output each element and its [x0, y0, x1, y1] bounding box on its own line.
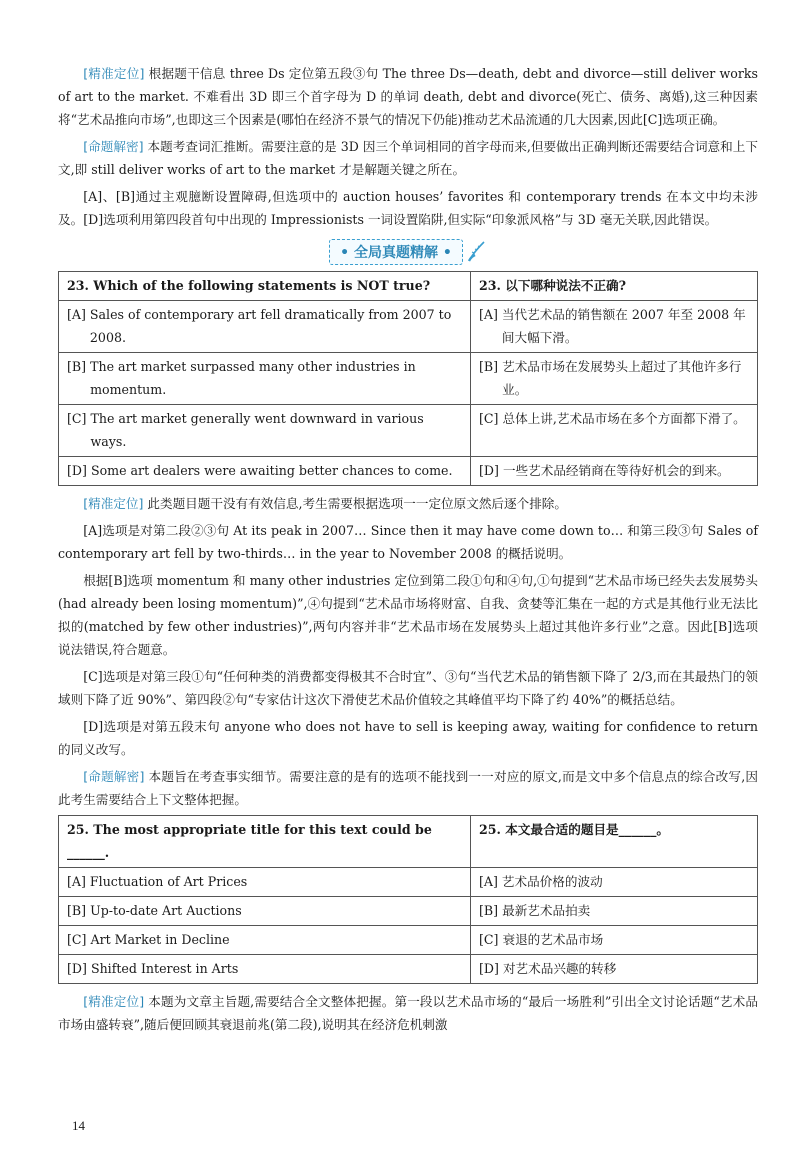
option-label: [D]: [67, 961, 87, 976]
paragraph: [精准定位] 本题为文章主旨题,需要结合全文整体把握。第一段以艺术品市场的“最后一场胜利”引出全文讨论话题“艺术品市场由盛转衰”,随后便回顾其衰退前兆(第二段),说明其在经济危机刺激: [58, 994, 759, 1032]
option-label: [C]: [67, 411, 87, 426]
paragraph: [A]选项是对第二段②③句 At its peak in 2007… Since then it may have come down to… 和第三段③句 Sales of contemporary art fell by two-thirds… in the year to November 2008 的概括说明。: [58, 523, 758, 561]
option-text: Shifted Interest in Arts: [90, 961, 239, 976]
section-banner: [58, 239, 758, 265]
option-text: 对艺术品兴趣的转移: [502, 961, 617, 976]
option-label: [B]: [479, 359, 499, 374]
table-row: [59, 353, 758, 405]
page-number: 14: [72, 1118, 85, 1133]
option-label: [A]: [67, 874, 86, 889]
section-tag: [精准定位]: [83, 994, 145, 1009]
option-label: [D]: [479, 463, 499, 478]
option-label: [C]: [479, 411, 499, 426]
option-label: [A]: [67, 307, 86, 322]
paragraph: [C]选项是对第三段①句“任何种类的消费都变得极其不合时宜”、③句“当代艺术品的销售额下降了 2/3,而在其最热门的领域则下降了近 90%”、第四段②句“专家估计这次下滑使艺术品价值较之其峰值平均下降了约 40%”的概括总结。: [58, 669, 758, 707]
option-label: [D]: [67, 463, 87, 478]
paragraph: [精准定位] 此类题目题干没有有效信息,考生需要根据选项一一定位原文然后逐个排除。: [83, 496, 567, 511]
option-text: Sales of contemporary art fell dramatically from 2007 to 2008.: [89, 307, 452, 345]
section-tag: [精准定位]: [83, 66, 145, 81]
table-row: [59, 272, 758, 301]
option-label: [C]: [67, 932, 87, 947]
option-text: 艺术品市场在发展势头上超过了其他许多行业。: [502, 359, 742, 397]
paragraph: [D]选项是对第五段末句 anyone who does not have to sell is keeping away, waiting for confidence to return 的同义改写。: [58, 719, 758, 757]
table-row: [59, 457, 758, 486]
table-row: [59, 816, 758, 868]
table-row: [59, 868, 758, 897]
section-tag: [精准定位]: [83, 496, 144, 511]
option-text: 总体上讲,艺术品市场在多个方面都下滑了。: [502, 411, 746, 426]
table-row: [59, 301, 758, 353]
table-row: [59, 926, 758, 955]
option-text: Up-to-date Art Auctions: [90, 903, 242, 918]
option-text: 最新艺术品拍卖: [502, 903, 591, 918]
table-row: [59, 405, 758, 457]
question-en: 23. Which of the following statements is NOT true?: [59, 272, 471, 301]
option-text: 艺术品价格的波动: [501, 874, 603, 889]
option-label: [B]: [67, 903, 87, 918]
option-text: 衰退的艺术品市场: [502, 932, 604, 947]
option-text: 一些艺术品经销商在等待好机会的到来。: [502, 463, 730, 478]
option-text: Art Market in Decline: [90, 932, 230, 947]
paragraph: 根据[B]选项 momentum 和 many other industries 定位到第二段①句和④句,①句提到“艺术品市场已经失去发展势头(had already been losing momentum)”,④句提到“艺术品市场将财富、自我、贪婪等汇集在一起的方式是其他行业无法比拟的(matched by few other industries)”,两句内容并非“艺术品市场在发展势头上超过其他许多行业”之意。因此[B]选项说法错误,符合题意。: [58, 573, 758, 657]
paragraph: [命题解密] 本题考查词汇推断。需要注意的是 3D 因三个单词相同的首字母而来,但要做出正确判断还需要结合词意和上下文,即 still deliver works of art to the market 才是解题关键之所在。: [58, 139, 758, 177]
option-label: [A]: [479, 307, 498, 322]
option-text: The art market surpassed many other industries in momentum.: [90, 359, 416, 397]
table-row: [59, 897, 758, 926]
option-label: [B]: [67, 359, 87, 374]
table-row: [59, 955, 758, 984]
option-text: Fluctuation of Art Prices: [89, 874, 248, 889]
section-tag: [命题解密]: [83, 139, 144, 154]
banner-title: • 全局真题精解 •: [329, 239, 463, 265]
option-label: [A]: [479, 874, 498, 889]
question-cn: 23. 以下哪种说法不正确?: [471, 272, 758, 301]
question-25-table: [58, 815, 758, 984]
brush-icon: [467, 240, 487, 266]
option-label: [B]: [479, 903, 499, 918]
option-text: The art market generally went downward in various ways.: [90, 411, 424, 449]
section-tag: [命题解密]: [83, 769, 145, 784]
option-label: [D]: [479, 961, 499, 976]
question-cn: 25. 本文最合适的题目是______。: [471, 816, 758, 868]
question-en: 25. The most appropriate title for this text could be ______.: [59, 816, 471, 868]
paragraph: [精准定位] 根据题干信息 three Ds 定位第五段③句 The three Ds—death, debt and divorce—still deliver works of art to the market. 不难看出 3D 即三个首字母为 D 的单词 death, debt and divorce(死亡、债务、离婚),这三种因素将“艺术品推向市场”,也即这三个因素是(哪怕在经济不景气的情况下仍能)推动艺术品流通的几大因素,因此[C]选项正确。: [58, 66, 759, 127]
paragraph: [A]、[B]通过主观臆断设置障碍,但选项中的 auction houses’ favorites 和 contemporary trends 在本文中均未涉及。[D]选项利用第四段首句中出现的 Impressionists 一词设置陷阱,但实际“印象派风格”与 3D 毫无关联,因此错误。: [58, 189, 758, 227]
option-label: [C]: [479, 932, 499, 947]
option-text: 当代艺术品的销售额在 2007 年至 2008 年间大幅下滑。: [501, 307, 746, 345]
question-23-table: [58, 271, 758, 486]
paragraph: [命题解密] 本题旨在考查事实细节。需要注意的是有的选项不能找到一一对应的原文,而是文中多个信息点的综合改写,因此考生需要结合上下文整体把握。: [58, 769, 759, 807]
option-text: Some art dealers were awaiting better chances to come.: [90, 463, 453, 478]
page-content: [58, 62, 758, 1040]
